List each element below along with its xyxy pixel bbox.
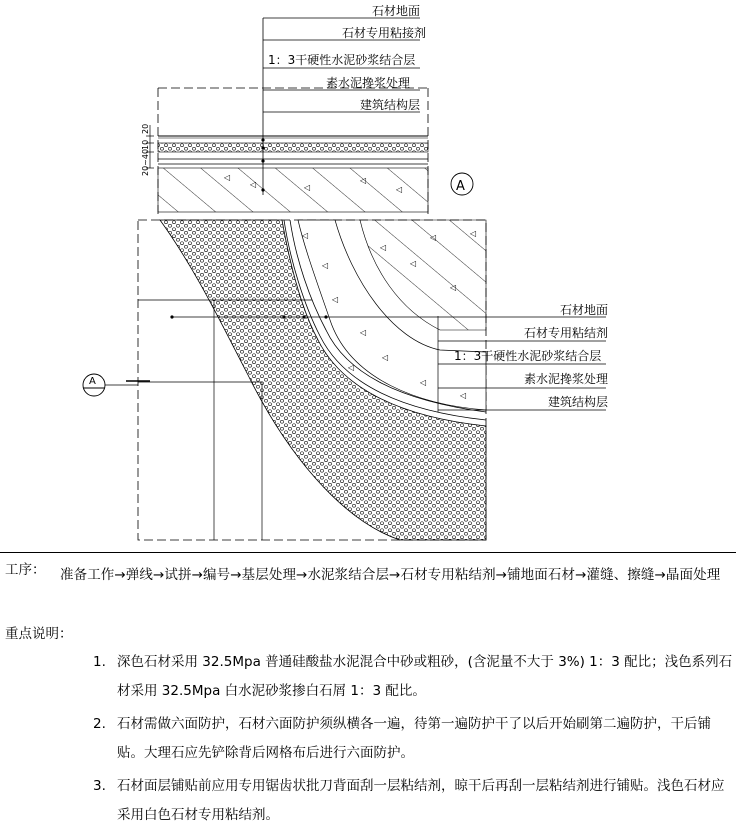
note-text: 深色石材采用 32.5Mpa 普通硅酸盐水泥混合中砂或粗砂，(含泥量不大于 3%) 1：3 配比；浅色系列石材采用 32.5Mpa 白水泥砂浆掺白石屑 1：3 配比。: [117, 654, 733, 699]
detail-a-layer-1: 石材地面: [372, 4, 421, 18]
svg-text:◁: ◁: [420, 378, 427, 387]
dim-20-top: 20: [141, 123, 150, 134]
section-mark-a: [83, 374, 150, 396]
detail-b-layer-3: 1：3干硬性水泥砂浆结合层: [454, 349, 602, 363]
key-points-title: 重点说明：: [5, 626, 73, 642]
detail-marker-label: A: [456, 179, 465, 194]
note-number: 3.: [93, 778, 106, 794]
detail-b-section: [83, 220, 608, 540]
dim-10: 10: [141, 139, 150, 150]
note-number: 1.: [93, 654, 106, 670]
detail-a-section: [141, 3, 473, 214]
dim-20-40: 20~40: [141, 148, 150, 176]
detail-b-layer-4: 素水泥搀浆处理: [524, 372, 609, 386]
svg-text:A: A: [89, 376, 96, 387]
detail-a-callouts: [263, 3, 426, 112]
detail-a-layer-2: 石材专用粘接剂: [342, 26, 427, 40]
detail-b-layer-1: 石材地面: [560, 303, 609, 317]
note-text: 石材需做六面防护，石材六面防护须纵横各一遍，待第一遍防护干了以后开始刷第二遍防护，干后铺贴。大理石应先铲除背后网格布后进行六面防护。: [117, 716, 711, 761]
detail-a-layer-3: 1：3干硬性水泥砂浆结合层: [268, 53, 416, 67]
svg-text:◁: ◁: [396, 185, 403, 194]
process-text: 准备工作→弹线→试拼→编号→基层处理→水泥浆结合层→石材专用粘结剂→铺地面石材→灌缝、擦缝→晶面处理: [60, 567, 721, 583]
note-number: 2.: [93, 716, 106, 732]
svg-text:◁: ◁: [430, 233, 437, 242]
svg-text:◁: ◁: [302, 231, 309, 240]
detail-a-layer-4: 素水泥搀浆处理: [326, 76, 411, 90]
detail-b-layer-5: 建筑结构层: [548, 395, 609, 409]
svg-text:◁: ◁: [348, 363, 355, 372]
process-label: 工序：: [5, 562, 46, 578]
svg-text:◁: ◁: [382, 353, 389, 362]
svg-text:◁: ◁: [360, 176, 367, 185]
svg-text:◁: ◁: [304, 183, 311, 192]
note-text: 石材面层铺贴前应用专用锯齿状批刀背面刮一层粘结剂，晾干后再刮一层粘结剂进行铺贴。浅色石材应采用白色石材专用粘结剂。: [117, 778, 725, 823]
svg-text:◁: ◁: [410, 259, 417, 268]
svg-text:◁: ◁: [470, 229, 477, 238]
svg-text:◁: ◁: [322, 261, 329, 270]
svg-text:◁: ◁: [380, 243, 387, 252]
svg-text:◁: ◁: [332, 295, 339, 304]
detail-b-layer-2: 石材专用粘结剂: [524, 326, 609, 340]
svg-text:◁: ◁: [450, 283, 457, 292]
svg-text:◁: ◁: [360, 328, 367, 337]
svg-text:◁: ◁: [250, 180, 257, 189]
svg-text:◁: ◁: [460, 391, 467, 400]
detail-a-layer-5: 建筑结构层: [360, 98, 421, 112]
separator-line: [0, 552, 736, 553]
svg-text:◁: ◁: [224, 173, 231, 182]
